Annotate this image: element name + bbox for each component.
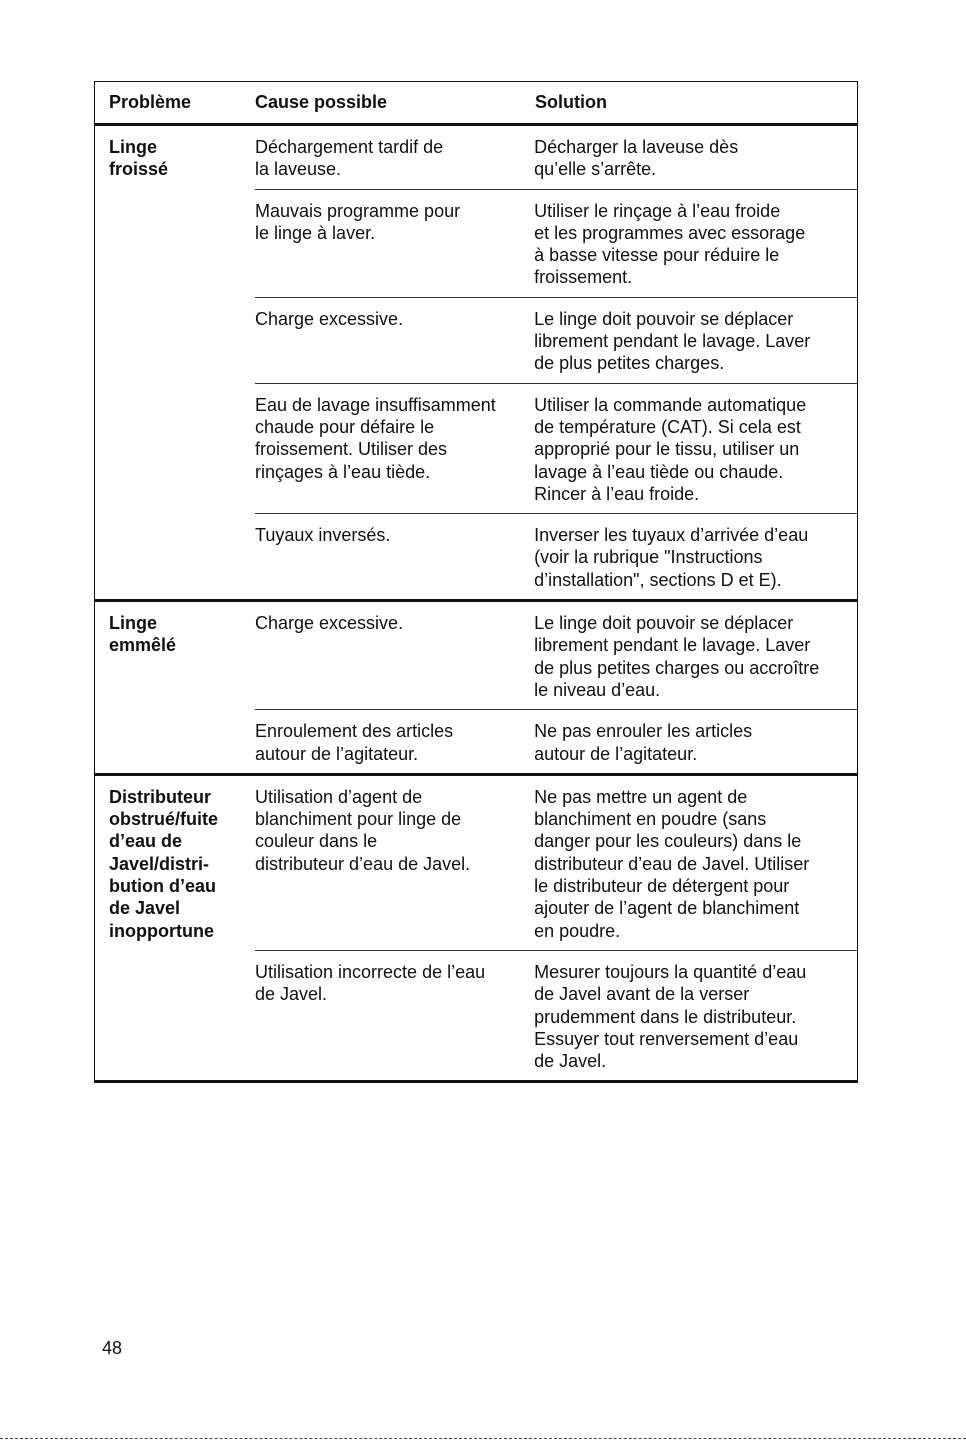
solution-cell: Ne pas mettre un agent de blanchiment en poudre (sans danger pour les couleurs) dans le distributeur d’eau de Javel. Utiliser le distributeur de détergent pour ajouter de l’agent de blanchiment en poudre. xyxy=(534,786,810,941)
cause-cell: Mauvais programme pour le linge à laver. xyxy=(255,200,461,243)
cause-cell: Tuyaux inversés. xyxy=(255,525,391,546)
problem-group-linge-froisse xyxy=(95,126,857,602)
page-number: 48 xyxy=(102,1338,123,1358)
table-row xyxy=(255,513,857,599)
group-rows xyxy=(255,126,857,599)
table-row xyxy=(255,776,857,950)
group-rows xyxy=(255,776,857,1081)
header-solution: Solution xyxy=(535,92,607,112)
problem-label: Distributeur obstrué/fuite d’eau de Javel/distri- bution d’eau de Javel inopportune xyxy=(109,786,219,941)
cause-cell: Utilisation d’agent de blanchiment pour linge de couleur dans le distributeur d’eau de Javel. xyxy=(255,786,471,874)
solution-cell: Inverser les tuyaux d’arrivée d’eau (voir la rubrique "Instructions d’installation", sections D et E). xyxy=(534,525,809,590)
cause-cell: Utilisation incorrecte de l’eau de Javel. xyxy=(255,961,486,1005)
header-problem: Problème xyxy=(109,92,192,112)
cause-cell: Charge excessive. xyxy=(255,613,404,634)
table-header xyxy=(95,82,857,126)
table-row xyxy=(255,383,857,513)
table-row xyxy=(255,602,857,709)
solution-cell: Le linge doit pouvoir se déplacer librement pendant le lavage. Laver de plus petites charges. xyxy=(534,308,811,374)
problem-group-distributeur xyxy=(95,776,857,1081)
table-row xyxy=(255,950,857,1080)
header-cause: Cause possible xyxy=(255,92,388,112)
group-rows xyxy=(255,602,857,773)
cause-cell: Déchargement tardif de la laveuse. xyxy=(255,137,444,180)
problem-label: Linge emmêlé xyxy=(109,613,177,656)
cause-cell: Enroulement des articles autour de l’agitateur. xyxy=(255,721,454,764)
troubleshooting-table xyxy=(94,81,858,1083)
solution-cell: Le linge doit pouvoir se déplacer librement pendant le lavage. Laver de plus petites charges ou accroître le niveau d’eau. xyxy=(534,613,820,700)
cause-cell: Charge excessive. xyxy=(255,308,404,329)
table-row xyxy=(255,709,857,773)
problem-group-linge-emmele xyxy=(95,602,857,776)
solution-cell: Utiliser le rinçage à l’eau froide et les programmes avec essorage à basse vitesse pour réduire le froissement. xyxy=(534,200,806,288)
table-row xyxy=(255,126,857,189)
table-row xyxy=(255,189,857,297)
solution-cell: Ne pas enrouler les articles autour de l’agitateur. xyxy=(534,721,753,764)
footer-divider xyxy=(0,1438,966,1439)
problem-label: Linge froissé xyxy=(109,137,169,180)
solution-cell: Utiliser la commande automatique de température (CAT). Si cela est approprié pour le tissu, utiliser un lavage à l’eau tiède ou chaude. Rincer à l’eau froide. xyxy=(534,394,807,504)
solution-cell: Décharger la laveuse dès qu’elle s’arrête. xyxy=(534,137,739,180)
table-row xyxy=(255,297,857,383)
cause-cell: Eau de lavage insuffisamment chaude pour défaire le froissement. Utiliser des rinçages à l’eau tiède. xyxy=(255,394,496,482)
solution-cell: Mesurer toujours la quantité d’eau de Javel avant de la verser prudemment dans le distributeur. Essuyer tout renversement d’eau de Javel. xyxy=(534,961,807,1072)
